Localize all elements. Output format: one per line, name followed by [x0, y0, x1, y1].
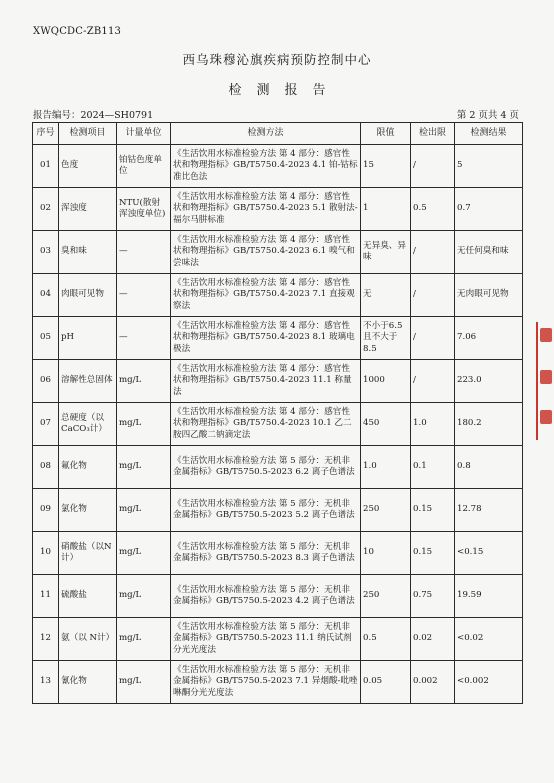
cell-detection-limit: 0.02 — [411, 618, 455, 661]
report-number: 报告编号：2024—SH0791 — [33, 110, 154, 121]
cell-no: 06 — [33, 360, 59, 403]
cell-unit: — — [117, 317, 171, 360]
cell-method: 《生活饮用水标准检验方法 第 5 部分：无机非金属指标》GB/T5750.5-2023 5.2 离子色谱法 — [171, 489, 361, 532]
cell-item: 硝酸盐（以N 计） — [59, 532, 117, 575]
cell-method: 《生活饮用水标准检验方法 第 5 部分：无机非金属指标》GB/T5750.5-2023 7.1 异烟酸-吡唑啉酮分光光度法 — [171, 661, 361, 704]
cell-unit: mg/L — [117, 446, 171, 489]
cell-detection-limit: 0.75 — [411, 575, 455, 618]
report-title: 检测报告 — [228, 83, 341, 98]
cell-result: <0.02 — [455, 618, 523, 661]
table-row — [33, 575, 523, 618]
cell-result: 0.7 — [455, 188, 523, 231]
cell-method: 《生活饮用水标准检验方法 第 5 部分：无机非金属指标》GB/T5750.5-2023 4.2 离子色谱法 — [171, 575, 361, 618]
cell-limit: 0.05 — [361, 661, 411, 704]
cell-unit: mg/L — [117, 661, 171, 704]
cell-unit: mg/L — [117, 575, 171, 618]
cell-detection-limit: 0.5 — [411, 188, 455, 231]
seal-mark — [540, 370, 552, 384]
cell-method: 《生活饮用水标准检验方法 第 4 部分：感官性状和物理指标》GB/T5750.4-2023 11.1 称量法 — [171, 360, 361, 403]
cell-result: 无肉眼可见物 — [455, 274, 523, 317]
cell-item: 氯化物 — [59, 489, 117, 532]
table-row — [33, 532, 523, 575]
results-table — [32, 122, 523, 704]
table-row — [33, 317, 523, 360]
cell-detection-limit: 0.15 — [411, 532, 455, 575]
cell-result: 223.0 — [455, 360, 523, 403]
cell-detection-limit: 0.002 — [411, 661, 455, 704]
table-row — [33, 231, 523, 274]
cell-unit: mg/L — [117, 618, 171, 661]
cell-unit: 铂钴色度单位 — [117, 145, 171, 188]
col-header-unit: 计量单位 — [117, 123, 171, 145]
cell-no: 04 — [33, 274, 59, 317]
cell-limit: 10 — [361, 532, 411, 575]
cell-item: 肉眼可见物 — [59, 274, 117, 317]
cell-limit: 1000 — [361, 360, 411, 403]
table-row — [33, 274, 523, 317]
col-header-detection-limit: 检出限 — [411, 123, 455, 145]
cell-unit: mg/L — [117, 403, 171, 446]
cell-detection-limit: / — [411, 274, 455, 317]
cell-method: 《生活饮用水标准检验方法 第 4 部分：感官性状和物理指标》GB/T5750.4-2023 5.1 散射法-福尔马肼标准 — [171, 188, 361, 231]
cell-no: 01 — [33, 145, 59, 188]
cell-result: <0.002 — [455, 661, 523, 704]
col-header-no: 序号 — [33, 123, 59, 145]
cell-result: 19.59 — [455, 575, 523, 618]
cell-item: 溶解性总固体 — [59, 360, 117, 403]
cell-limit: 无异臭、异味 — [361, 231, 411, 274]
cell-no: 13 — [33, 661, 59, 704]
col-header-item: 检测项目 — [59, 123, 117, 145]
cell-method: 《生活饮用水标准检验方法 第 5 部分：无机非金属指标》GB/T5750.5-2023 6.2 离子色谱法 — [171, 446, 361, 489]
cell-no: 07 — [33, 403, 59, 446]
seal-mark — [540, 410, 552, 424]
cell-limit: 250 — [361, 575, 411, 618]
cell-limit: 250 — [361, 489, 411, 532]
table-row — [33, 489, 523, 532]
cell-result: <0.15 — [455, 532, 523, 575]
cell-no: 05 — [33, 317, 59, 360]
cell-no: 10 — [33, 532, 59, 575]
cell-detection-limit: 0.1 — [411, 446, 455, 489]
cell-detection-limit: / — [411, 231, 455, 274]
col-header-method: 检测方法 — [171, 123, 361, 145]
cell-detection-limit: / — [411, 360, 455, 403]
cell-result: 12.78 — [455, 489, 523, 532]
cell-limit: 15 — [361, 145, 411, 188]
table-row — [33, 360, 523, 403]
col-header-limit: 限值 — [361, 123, 411, 145]
cell-detection-limit: / — [411, 317, 455, 360]
cell-result: 无任何臭和味 — [455, 231, 523, 274]
cell-method: 《生活饮用水标准检验方法 第 4 部分：感官性状和物理指标》GB/T5750.4-2023 7.1 直接观察法 — [171, 274, 361, 317]
cell-no: 11 — [33, 575, 59, 618]
cell-unit: — — [117, 231, 171, 274]
cell-limit: 不小于6.5 且不大于 8.5 — [361, 317, 411, 360]
cell-no: 02 — [33, 188, 59, 231]
cell-result: 180.2 — [455, 403, 523, 446]
cell-result: 5 — [455, 145, 523, 188]
cell-method: 《生活饮用水标准检验方法 第 5 部分：无机非金属指标》GB/T5750.5-2023 8.3 离子色谱法 — [171, 532, 361, 575]
doc-code: XWQCDC-ZB113 — [33, 26, 122, 37]
seal-stamp-edge — [536, 322, 554, 440]
cell-limit: 1.0 — [361, 446, 411, 489]
cell-detection-limit: 1.0 — [411, 403, 455, 446]
cell-item: 色度 — [59, 145, 117, 188]
cell-result: 7.06 — [455, 317, 523, 360]
cell-result: 0.8 — [455, 446, 523, 489]
cell-detection-limit: / — [411, 145, 455, 188]
table-header-row — [33, 123, 523, 145]
col-header-result: 检测结果 — [455, 123, 523, 145]
cell-item: 氨（以 N计） — [59, 618, 117, 661]
cell-no: 08 — [33, 446, 59, 489]
cell-no: 09 — [33, 489, 59, 532]
cell-unit: NTU(散射浑浊度单位) — [117, 188, 171, 231]
table-row — [33, 188, 523, 231]
seal-mark — [540, 328, 552, 342]
cell-limit: 0.5 — [361, 618, 411, 661]
page-number: 第 2 页共 4 页 — [456, 110, 519, 121]
cell-unit: mg/L — [117, 532, 171, 575]
cell-item: 氟化物 — [59, 446, 117, 489]
cell-method: 《生活饮用水标准检验方法 第 4 部分：感官性状和物理指标》GB/T5750.4-2023 6.1 嗅气和尝味法 — [171, 231, 361, 274]
cell-method: 《生活饮用水标准检验方法 第 4 部分：感官性状和物理指标》GB/T5750.4-2023 8.1 玻璃电极法 — [171, 317, 361, 360]
cell-limit: 1 — [361, 188, 411, 231]
cell-detection-limit: 0.15 — [411, 489, 455, 532]
cell-item: 氰化物 — [59, 661, 117, 704]
cell-item: 硫酸盐 — [59, 575, 117, 618]
cell-no: 03 — [33, 231, 59, 274]
table-row — [33, 403, 523, 446]
table-row — [33, 446, 523, 489]
table-row — [33, 661, 523, 704]
cell-item: 浑浊度 — [59, 188, 117, 231]
table-row — [33, 145, 523, 188]
cell-unit: mg/L — [117, 360, 171, 403]
cell-limit: 无 — [361, 274, 411, 317]
cell-no: 12 — [33, 618, 59, 661]
cell-limit: 450 — [361, 403, 411, 446]
cell-method: 《生活饮用水标准检验方法 第 4 部分：感官性状和物理指标》GB/T5750.4-2023 4.1 铂-钴标准比色法 — [171, 145, 361, 188]
cell-method: 《生活饮用水标准检验方法 第 5 部分：无机非金属指标》GB/T5750.5-2023 11.1 纳氏试剂分光光度法 — [171, 618, 361, 661]
organization-name: 西乌珠穆沁旗疾病预防控制中心 — [182, 52, 372, 67]
cell-item: 总硬度（以CaCO₃计） — [59, 403, 117, 446]
cell-item: pH — [59, 317, 117, 360]
table-row — [33, 618, 523, 661]
cell-unit: — — [117, 274, 171, 317]
cell-method: 《生活饮用水标准检验方法 第 4 部分：感官性状和物理指标》GB/T5750.4-2023 10.1 乙二胺四乙酸二钠滴定法 — [171, 403, 361, 446]
cell-item: 臭和味 — [59, 231, 117, 274]
cell-unit: mg/L — [117, 489, 171, 532]
